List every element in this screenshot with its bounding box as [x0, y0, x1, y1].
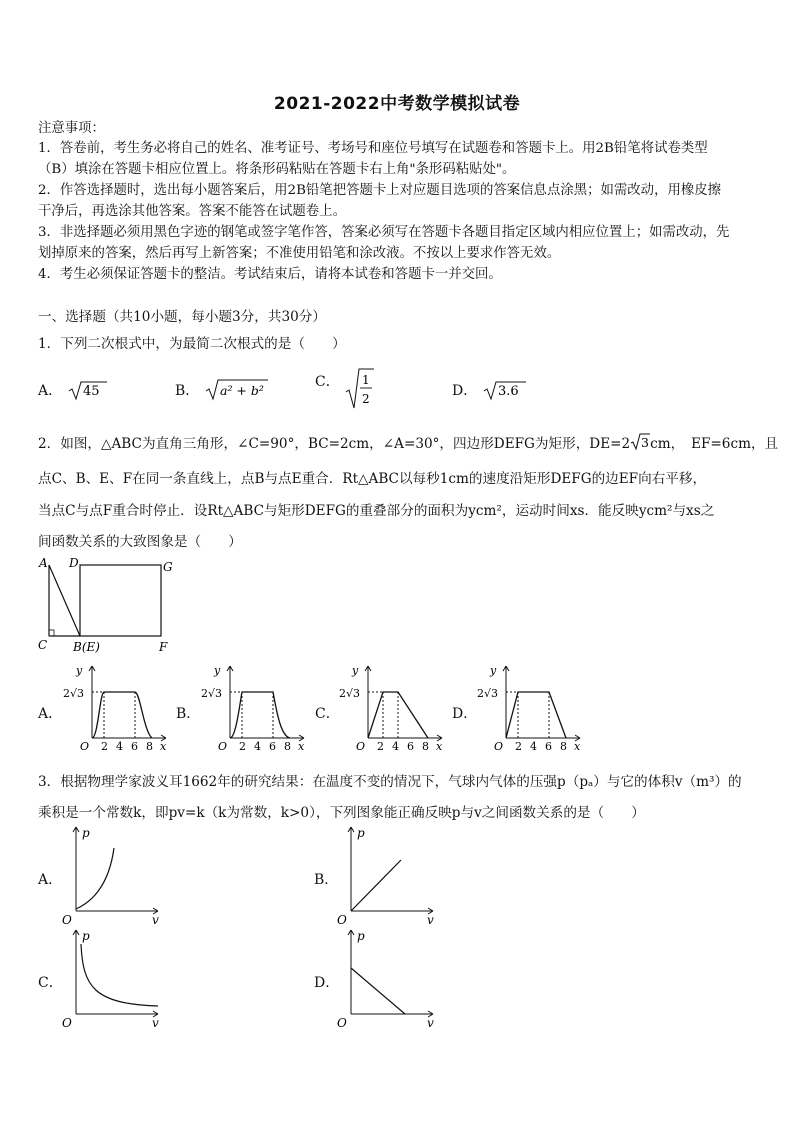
tick: 6 [545, 740, 552, 750]
origin: O [494, 740, 504, 750]
origin: O [218, 740, 228, 750]
q3-graph-d [333, 926, 441, 1030]
label-f: F [159, 640, 168, 654]
q3-option-a-label: A． [38, 872, 63, 888]
q3-graph-b [333, 823, 441, 927]
label-a: A [39, 556, 48, 570]
q3-option-c-label: C． [38, 975, 63, 991]
notice-line: 干净后，再选涂其他答案。答案不能答在试题卷上。 [38, 204, 346, 219]
label-g: G [163, 560, 173, 574]
label-d: D [69, 556, 79, 570]
axis-x: x [436, 740, 443, 750]
q3-option-b-label: B． [314, 872, 339, 888]
q2-option-d-label: D． [452, 706, 478, 722]
option-letter: D． [452, 383, 478, 399]
q1-option-b [175, 377, 268, 401]
origin: O [356, 740, 366, 750]
tick: 2 [101, 740, 108, 750]
q3-graph-a [58, 823, 166, 927]
y-value: 2√3 [339, 687, 361, 700]
axis-x: x [298, 740, 305, 750]
axis-y: y [490, 664, 497, 677]
notice-line: 3．非选择题必须用黑色字迹的钢笔或签字笔作答，答案必须写在答题卡各题目指定区域内相应位置上；如需改动，先 [38, 225, 730, 240]
option-letter: C． [315, 374, 340, 390]
tick: 4 [530, 740, 537, 750]
axis-p: p [82, 826, 90, 840]
q2-option-c-label: C． [315, 706, 340, 722]
q3-line: 3．根据物理学家波义耳1662年的研究结果：在温度不变的情况下，气球内气体的压强p（pₐ）与它的体积v（m³）的 [38, 774, 742, 790]
q3-line: 乘积是一个常数k，即pv=k（k为常数，k>0），下列图象能正确反映p与v之间函数关系的是（ ） [38, 805, 645, 821]
tick: 8 [422, 740, 429, 750]
tick: 6 [131, 740, 138, 750]
q2-figure [36, 555, 181, 655]
axis-v: v [427, 913, 434, 927]
sqrt-symbol [482, 379, 526, 401]
notice-line: 4．考生必须保证答题卡的整洁。考试结束后，请将本试卷和答题卡一并交回。 [38, 267, 502, 282]
axis-v: v [152, 1016, 159, 1030]
q2-line: 当点C与点F重合时停止．设Rt△ABC与矩形DEFG的重叠部分的面积为ycm²，运动时间xs．能反映ycm²与xs之 [38, 503, 715, 519]
fraction-numerator: 1 [362, 373, 370, 387]
origin: O [62, 1016, 72, 1030]
origin: O [80, 740, 90, 750]
q3-graph-c [58, 926, 166, 1030]
tick: 2 [515, 740, 522, 750]
origin: O [337, 1016, 347, 1030]
q2-graph-d [474, 662, 586, 750]
q2-graph-c [336, 662, 448, 750]
sqrt-symbol [344, 366, 374, 410]
axis-v: v [152, 913, 159, 927]
tick: 4 [392, 740, 399, 750]
option-letter: B． [175, 383, 200, 399]
notice-line: （B）填涂在答题卡相应位置上。将条形码粘贴在答题卡右上角"条形码粘贴处"。 [38, 162, 516, 177]
tick: 6 [269, 740, 276, 750]
axis-y: y [352, 664, 359, 677]
tick: 6 [407, 740, 414, 750]
option-letter: A． [38, 383, 63, 399]
axis-y: y [76, 664, 83, 677]
axis-v: v [427, 1016, 434, 1030]
q2-option-b-label: B． [176, 706, 201, 722]
notice-line: 划掉原来的答案，然后再写上新答案；不准使用铅笔和涂改液。不按以上要求作答无效。 [38, 246, 561, 261]
origin: O [62, 913, 72, 927]
tick: 4 [254, 740, 261, 750]
q1-option-d [452, 379, 526, 401]
axis-p: p [357, 826, 365, 840]
radicand: 45 [82, 384, 100, 399]
notice-heading: 注意事项： [38, 121, 105, 136]
q2-line [38, 432, 778, 452]
sqrt-symbol [630, 432, 650, 452]
radicand: 3 [641, 435, 650, 450]
q2-option-a-label: A． [38, 706, 63, 722]
tick: 8 [560, 740, 567, 750]
tick: 8 [284, 740, 291, 750]
q1-stem: 1．下列二次根式中，为最简二次根式的是（ ） [38, 336, 346, 352]
tick: 2 [377, 740, 384, 750]
sqrt-symbol [67, 379, 107, 401]
tick: 2 [239, 740, 246, 750]
q2-line: 间函数关系的大致图象是（ ） [38, 534, 242, 550]
notice-line: 1．答卷前，考生务必将自己的姓名、准考证号、考场号和座位号填写在试题卷和答题卡上。用2B铅笔将试卷类型 [38, 141, 708, 156]
axis-p: p [82, 929, 90, 943]
fraction-denominator: 2 [362, 392, 370, 406]
tick: 4 [116, 740, 123, 750]
axis-y: y [214, 664, 221, 677]
q2-text: 2．如图，△ABC为直角三角形，∠C=90°，BC=2cm，∠A=30°，四边形DEFG为矩形，DE=2 [38, 436, 631, 452]
q1-option-c [315, 366, 374, 410]
q3-option-d-label: D． [314, 975, 340, 991]
radicand: a² + b² [219, 383, 264, 398]
y-value: 2√3 [63, 687, 85, 700]
q2-graph-a [60, 662, 172, 750]
q2-line: 点C、B、E、F在同一条直线上，点B与点E重合．Rt△ABC以每秒1cm的速度沿矩形DEFG的边EF向右平移， [38, 471, 707, 487]
axis-p: p [357, 929, 365, 943]
notice-line: 2．作答选择题时，选出每小题答案后，用2B铅笔把答题卡上对应题目选项的答案信息点涂黑；如需改动，用橡皮擦 [38, 183, 722, 198]
origin: O [337, 913, 347, 927]
axis-x: x [574, 740, 581, 750]
axis-x: x [160, 740, 167, 750]
section-heading: 一、选择题（共10小题，每小题3分，共30分） [38, 309, 326, 325]
q2-text: cm， EF=6cm，且 [650, 436, 779, 452]
y-value: 2√3 [477, 687, 499, 700]
y-value: 2√3 [201, 687, 223, 700]
page-title: 2021-2022中考数学模拟试卷 [273, 94, 521, 114]
q1-option-a [38, 379, 107, 401]
q2-graph-b [198, 662, 310, 750]
label-c: C [38, 638, 48, 652]
sqrt-symbol [204, 377, 268, 401]
radicand: 3.6 [497, 384, 519, 399]
label-be: B(E) [73, 640, 100, 654]
tick: 8 [146, 740, 153, 750]
